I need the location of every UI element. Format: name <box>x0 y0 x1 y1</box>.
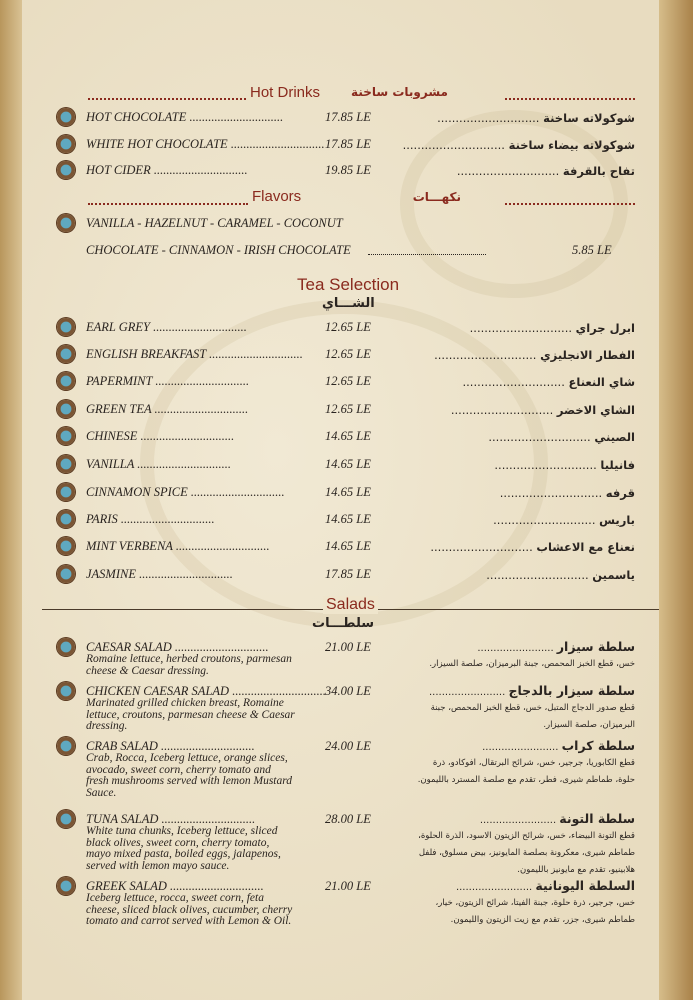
item-name-text: VANILLA <box>86 457 135 471</box>
item-price: 17.85 LE <box>325 567 371 581</box>
salad-price: 21.00 LE <box>325 879 371 893</box>
item-name <box>86 320 286 335</box>
item-name <box>86 374 286 389</box>
leader-dots: ............................ <box>488 430 595 444</box>
leader-dots: ............................ <box>499 486 606 500</box>
leader-dots: ............................ <box>402 138 509 152</box>
item-name-ar-text: شوكولاته بيضاء ساخنة <box>508 138 635 152</box>
leader-dots: ........................ <box>455 882 536 893</box>
item-name <box>86 567 286 582</box>
salad-name-ar-text: سلطة كراب <box>561 738 635 753</box>
leader-dots: ........................ <box>482 742 562 753</box>
menu-bullet-icon <box>57 400 75 418</box>
leader-dots: .............................. <box>157 739 255 753</box>
item-name-ar <box>457 164 635 178</box>
leader-dots: .............................. <box>187 485 285 499</box>
salad-name-text: GREEK SALAD <box>86 879 167 893</box>
item-name-ar <box>494 458 635 472</box>
salad-name-ar <box>482 738 635 753</box>
item-name <box>86 429 286 444</box>
leader-dots: ........................ <box>479 815 560 826</box>
salad-name-text: TUNA SALAD <box>86 812 159 826</box>
leader-dots: .............................. <box>172 539 270 553</box>
right-border <box>659 0 693 1000</box>
salad-description-ar: قطع التونة البيضاء، خس، شرائح الزيتون الاسود، الذرة الحلوة، طماطم شيرى، معكرونة بصلصة المايونيز، بيض مسلوق، فلفل هلابينيو، تقدم مع مايونيز بالليمون. <box>418 831 635 875</box>
item-name-ar <box>486 568 635 582</box>
flavors-title-ar: نكهـــات <box>412 190 461 204</box>
salad-price: 24.00 LE <box>325 739 371 753</box>
header-dots <box>88 98 246 100</box>
salad-description-ar: قطع صدور الدجاج المتبل، خس، قطع الخبز المحمص، جبنة البرميزان، صلصة السيزار. <box>430 703 635 730</box>
item-name-text: GREEN TEA <box>86 402 152 416</box>
menu-bullet-icon <box>57 737 75 755</box>
item-name-ar <box>470 321 635 335</box>
leader-dots: ............................ <box>434 348 541 362</box>
item-name-ar-text: تفاح بالقرفة <box>562 164 635 178</box>
item-name-ar <box>493 513 635 527</box>
tea-title-ar: الشـــاي <box>322 296 375 311</box>
item-name <box>86 137 325 152</box>
header-dots <box>505 203 635 205</box>
menu-bullet-icon <box>57 810 75 828</box>
item-name-ar-text: باريس <box>599 513 635 527</box>
item-name-ar <box>451 403 635 417</box>
item-price: 12.65 LE <box>325 402 371 416</box>
leader-dots: ............................ <box>493 513 600 527</box>
item-name <box>86 485 286 500</box>
item-name-ar-text: الصيني <box>594 430 635 444</box>
flavors-line-2: CHOCOLATE - CINNAMON - IRISH CHOCOLATE <box>86 243 351 257</box>
item-name-ar <box>434 348 635 362</box>
menu-bullet-icon <box>57 214 75 232</box>
salad-name-text: CRAB SALAD <box>86 739 158 753</box>
salad-description: Marinated grilled chicken breast, Romaine lettuce, croutons, parmesan cheese & Caesar dressing. <box>86 697 295 732</box>
item-price: 17.85 LE <box>325 110 371 124</box>
salad-name-text: CAESAR SALAD <box>86 640 172 654</box>
leader-dots: .............................. <box>158 812 256 826</box>
leader-dots: .............................. <box>227 137 325 151</box>
item-name <box>86 347 303 362</box>
salad-price: 34.00 LE <box>325 684 371 698</box>
leader-dots: ........................ <box>429 687 509 698</box>
leader-dots: ............................ <box>469 321 576 335</box>
menu-bullet-icon <box>57 877 75 895</box>
leader-dots: .............................. <box>186 110 284 124</box>
menu-bullet-icon <box>57 455 75 473</box>
item-name-text: JASMINE <box>86 567 136 581</box>
leader-dots <box>368 254 486 255</box>
item-name-text: WHITE HOT CHOCOLATE <box>86 137 228 151</box>
salad-price: 28.00 LE <box>325 812 371 826</box>
leader-dots: .............................. <box>137 429 235 443</box>
item-name-ar <box>437 111 635 125</box>
leader-dots: ............................ <box>456 164 563 178</box>
item-name-text: ENGLISH BREAKFAST <box>86 347 207 361</box>
item-name-text: CINNAMON SPICE <box>86 485 188 499</box>
leader-dots: .............................. <box>151 402 249 416</box>
menu-bullet-icon <box>57 537 75 555</box>
item-name-ar-text: ياسمين <box>592 568 635 582</box>
item-name <box>86 539 286 554</box>
leader-dots: ............................ <box>486 568 593 582</box>
item-price: 14.65 LE <box>325 539 371 553</box>
leader-dots: .............................. <box>150 320 247 334</box>
leader-dots: ............................ <box>430 540 537 554</box>
salad-name-ar <box>480 811 635 826</box>
item-name-text: CHINESE <box>86 429 138 443</box>
item-name-text: HOT CHOCOLATE <box>86 110 187 124</box>
menu-bullet-icon <box>57 161 75 179</box>
menu-bullet-icon <box>57 345 75 363</box>
flavors-price: 5.85 LE <box>572 243 612 257</box>
leader-dots: ........................ <box>477 643 557 654</box>
item-name-ar-text: الفطار الانجليزي <box>540 348 635 362</box>
item-price: 14.65 LE <box>325 485 371 499</box>
leader-dots: .............................. <box>171 640 269 654</box>
item-name <box>86 457 286 472</box>
item-price: 19.85 LE <box>325 163 371 177</box>
salad-description: Romaine lettuce, herbed croutons, parmesan cheese & Caesar dressing. <box>86 653 292 677</box>
tea-title: Tea Selection <box>297 275 400 294</box>
menu-bullet-icon <box>57 565 75 583</box>
salad-description: White tuna chunks, Iceberg lettuce, sliced black olives, sweet corn, cherry tomato, mayo mixed pasta, boiled eggs, jalapenos, served with lemon mayo sauce. <box>86 825 281 872</box>
item-price: 14.65 LE <box>325 512 371 526</box>
hot-drinks-title-ar: مشروبات ساخنة <box>351 85 448 99</box>
leader-dots: .............................. <box>134 457 232 471</box>
salad-name-ar-text: سلطة سيزار بالدجاج <box>508 683 635 698</box>
menu-bullet-icon <box>57 682 75 700</box>
item-name-ar <box>463 375 636 389</box>
menu-bullet-icon <box>57 427 75 445</box>
item-name-ar-text: قرفه <box>605 486 635 500</box>
menu-bullet-icon <box>57 372 75 390</box>
item-price: 17.85 LE <box>325 137 371 151</box>
item-name-ar-text: شاي النعناع <box>568 375 635 389</box>
salad-description-ar: خس، قطع الخبز المحمص، جبنة البرميزان، صلصة السيزار. <box>429 659 635 669</box>
menu-bullet-icon <box>57 135 75 153</box>
item-name-text: PAPERMINT <box>86 374 153 388</box>
item-name-ar <box>430 540 635 554</box>
leader-dots: ............................ <box>437 111 544 125</box>
item-name <box>86 110 286 125</box>
salad-price: 21.00 LE <box>325 640 371 654</box>
leader-dots: .............................. <box>150 163 248 177</box>
menu-bullet-icon <box>57 638 75 656</box>
salad-name-ar-text: سلطة التونة <box>559 811 635 826</box>
item-name-ar <box>403 138 635 152</box>
item-price: 14.65 LE <box>325 429 371 443</box>
salad-name-ar <box>456 878 635 893</box>
item-name-text: PARIS <box>86 512 118 526</box>
flavors-line-1: VANILLA - HAZELNUT - CARAMEL - COCONUT <box>86 216 343 230</box>
item-price: 12.65 LE <box>325 374 371 388</box>
item-name-ar-text: ابرل جراي <box>575 321 635 335</box>
salads-title-ar: سلطـــات <box>312 616 375 631</box>
salad-name-ar <box>477 639 635 654</box>
leader-dots: ............................ <box>494 458 601 472</box>
salad-name-ar-text: سلطة سيزار <box>556 639 635 654</box>
salads-title: Salads <box>323 596 378 614</box>
header-dots <box>505 98 635 100</box>
item-name-ar-text: فانيليا <box>600 458 635 472</box>
leader-dots: .............................. <box>135 567 233 581</box>
leader-dots: .............................. <box>117 512 215 526</box>
item-name-text: MINT VERBENA <box>86 539 173 553</box>
header-dots <box>88 203 248 205</box>
menu-bullet-icon <box>57 510 75 528</box>
item-name-text: EARL GREY <box>86 320 151 334</box>
item-name <box>86 163 286 178</box>
leader-dots: .............................. <box>166 879 264 893</box>
leader-dots: ............................ <box>450 403 557 417</box>
leader-dots: .............................. <box>206 347 303 361</box>
leader-dots: .............................. <box>229 684 326 698</box>
leader-dots: ............................ <box>462 375 569 389</box>
item-name-ar <box>488 430 635 444</box>
item-name-ar-text: الشاي الاخضر <box>556 403 635 417</box>
salad-description: Crab, Rocca, Iceberg lettuce, orange slices, avocado, sweet corn, cherry tomato and fresh mushrooms served with lemon Mustard Sauce. <box>86 752 293 799</box>
salad-name-ar <box>429 683 635 698</box>
hot-drinks-title: Hot Drinks <box>250 84 321 101</box>
left-border <box>0 0 22 1000</box>
item-name-text: HOT CIDER <box>86 163 151 177</box>
item-price: 12.65 LE <box>325 320 371 334</box>
menu-bullet-icon <box>57 108 75 126</box>
menu-bullet-icon <box>57 483 75 501</box>
leader-dots: .............................. <box>152 374 250 388</box>
flavors-title: Flavors <box>252 188 302 205</box>
item-price: 12.65 LE <box>325 347 371 361</box>
salad-name-ar-text: السلطة اليونانية <box>535 878 635 893</box>
item-name-ar <box>500 486 635 500</box>
item-price: 14.65 LE <box>325 457 371 471</box>
salad-name-text: CHICKEN CAESAR SALAD <box>86 684 230 698</box>
item-name-ar-text: نعناع مع الاعشاب <box>536 540 635 554</box>
salad-description: Iceberg lettuce, rocca, sweet corn, feta cheese, sliced black olives, cucumber, cherry tomato and carrot served with Lemon & Oil. <box>86 892 293 927</box>
item-name <box>86 512 286 527</box>
item-name <box>86 402 286 417</box>
menu-bullet-icon <box>57 318 75 336</box>
salad-description-ar: قطع الكابوريا، جرجير، خس، شرائح البرتقال، افوكادو، ذرة حلوة، طماطم شيرى، فطر، تقدم مع صلصة المسترد بالليمون. <box>417 758 635 785</box>
item-name-ar-text: شوكولاته ساخنة <box>543 111 635 125</box>
salad-description-ar: خس، جرجير، ذرة حلوة، جبنة الفيتا، شرائح الزيتون، خيار، طماطم شيرى، جزر، تقدم مع زيت الزيتون والليمون. <box>435 898 635 925</box>
